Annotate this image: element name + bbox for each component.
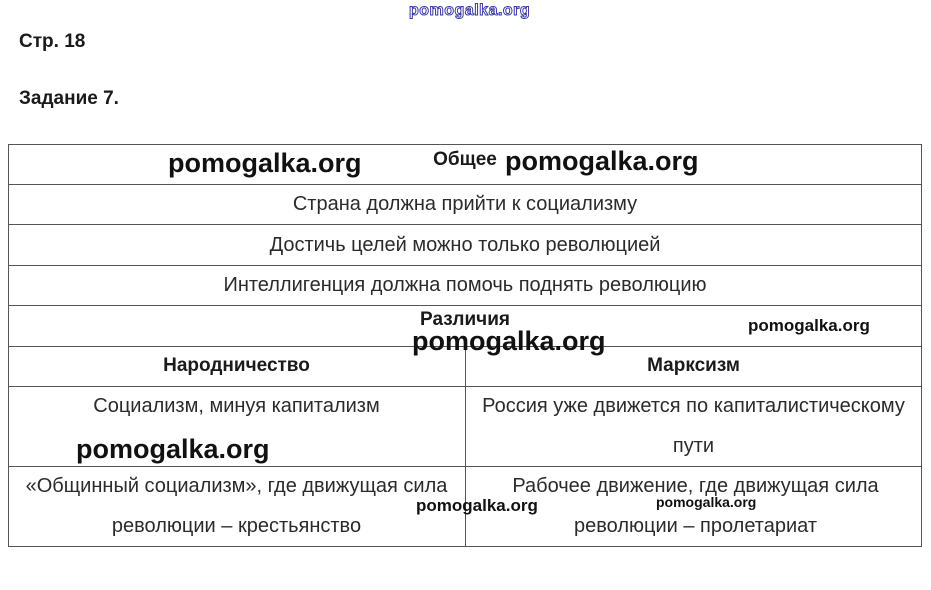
watermark: pomogalka.org <box>656 494 757 510</box>
table-cell: Социализм, минуя капитализм <box>93 395 380 417</box>
common-row: Страна должна прийти к социализму <box>292 193 638 215</box>
differences-header: Различия <box>420 309 510 330</box>
column-header-marxism: Марксизм <box>647 355 740 376</box>
common-row: Достичь целей можно только революцией <box>269 233 661 256</box>
page-number: Стр. 18 <box>19 31 86 52</box>
common-row: Интеллигенция должна помочь поднять революцию <box>223 274 707 296</box>
table-cell: Россия уже движется по капиталистическому пути <box>482 395 905 457</box>
watermark-top: pomogalka.org <box>409 2 531 19</box>
common-header: Общее <box>433 149 497 170</box>
watermark: pomogalka.org <box>748 316 870 335</box>
watermark: pomogalka.org <box>76 434 270 464</box>
watermark: pomogalka.org <box>505 146 699 176</box>
table-cell: «Общинный социализм», где движущая сила революции – крестьянство <box>25 475 448 537</box>
table-cell: Рабочее движение, где движущая сила революции – пролетариат <box>512 475 879 537</box>
watermark: pomogalka.org <box>416 496 538 515</box>
watermark: pomogalka.org <box>412 326 606 356</box>
task-title: Задание 7. <box>19 88 119 109</box>
column-header-narodnichestvo: Народничество <box>163 355 310 376</box>
watermark: pomogalka.org <box>168 148 362 178</box>
table-line <box>8 305 922 306</box>
